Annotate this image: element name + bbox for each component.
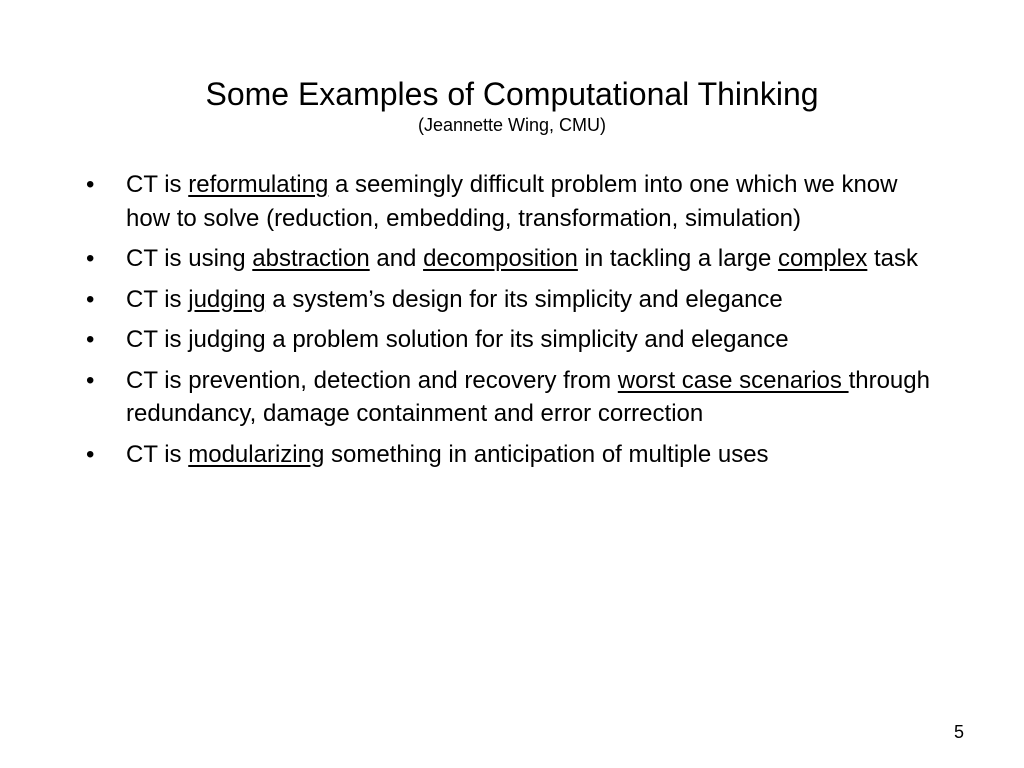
emphasized-term: reformulating — [188, 171, 329, 198]
bullet-text-segment: something in anticipation of multiple uses — [324, 440, 769, 468]
bullet-item — [84, 438, 944, 472]
bullet-text-segment: CT is judging a problem solution for its simplicity and elegance — [126, 326, 789, 353]
bullet-item — [84, 168, 944, 235]
emphasized-term: modularizing — [188, 440, 325, 468]
bullet-text-segment: a seemingly difficult problem into one which we know how to solve (reduction, embedding, transformation, simulation) — [126, 171, 898, 232]
bullet-text-segment: task — [867, 245, 919, 272]
emphasized-term: complex — [777, 245, 868, 272]
slide-title: Some Examples of Computational Thinking — [205, 76, 819, 112]
bullet-text — [126, 326, 789, 353]
bullet-icon: • — [86, 440, 95, 468]
bullet-text-segment: CT is prevention, detection and recovery from — [126, 366, 618, 394]
bullet-icon: • — [86, 285, 95, 313]
emphasized-term: worst case scenarios — [617, 366, 849, 394]
bullet-item — [84, 364, 944, 431]
bullet-item — [84, 283, 944, 317]
bullet-text — [126, 245, 918, 272]
bullet-icon: • — [86, 366, 95, 394]
bullet-text-segment: in tackling a large — [577, 245, 778, 272]
bullet-text-segment: through redundancy, damage containment and error correction — [126, 366, 930, 427]
bullet-icon: • — [86, 171, 95, 198]
bullet-text — [126, 441, 769, 468]
bullet-text — [126, 367, 930, 428]
bullet-text-segment: and — [369, 245, 424, 272]
emphasized-term: judging — [188, 285, 266, 313]
bullet-text-segment: CT is — [126, 440, 189, 468]
slide-subtitle: (Jeannette Wing, CMU) — [417, 115, 607, 135]
bullet-text-segment: CT is — [126, 171, 189, 198]
bullet-text-segment: CT is — [126, 285, 189, 313]
bullet-text-segment: a system’s design for its simplicity and elegance — [265, 285, 783, 313]
page-number: 5 — [953, 722, 964, 742]
bullet-item — [84, 323, 944, 357]
bullet-text — [126, 286, 783, 313]
bullet-item — [84, 242, 944, 276]
bullet-text-segment: CT is using — [126, 245, 253, 272]
title-block — [0, 74, 1024, 136]
emphasized-term: decomposition — [423, 245, 578, 272]
bullet-text — [126, 171, 897, 232]
emphasized-term: abstraction — [252, 245, 370, 272]
bullet-icon: • — [86, 245, 95, 272]
bullet-icon: • — [86, 326, 95, 353]
bullet-list — [84, 168, 944, 478]
